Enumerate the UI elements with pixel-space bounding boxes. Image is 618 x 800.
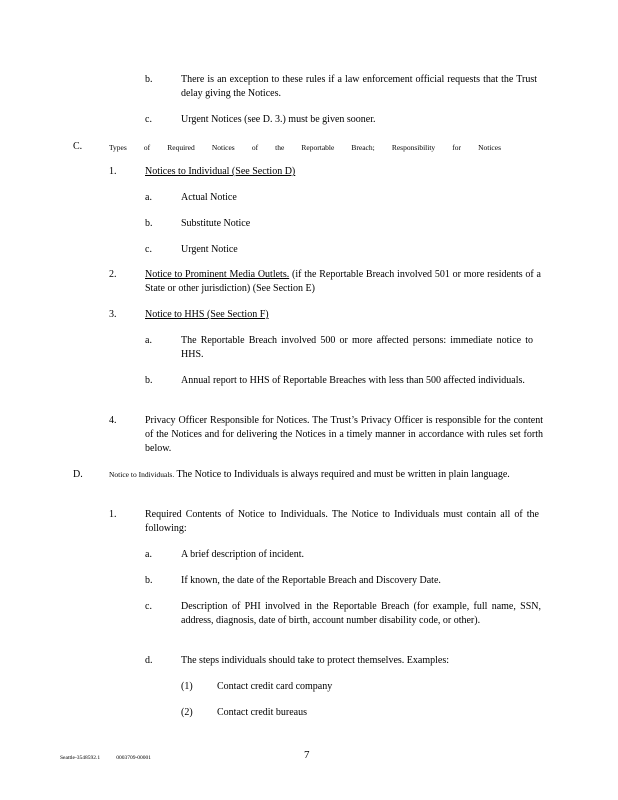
- section-d-text: The Notice to Individuals is always required and must be written in plain language.: [174, 469, 510, 480]
- example-1-marker: (1): [181, 681, 193, 692]
- c1b-text: Substitute Notice: [181, 218, 251, 229]
- c2-underlined: Notice to Prominent Media Outlets.: [145, 269, 290, 280]
- exception-paragraph: There is an exception to these rules if a law enforcement official requests that the Trust delay giving the Notices.: [181, 74, 537, 99]
- c4-text: Privacy Officer Responsible for Notices. The Trust’s Privacy Officer is responsible for the content of the Notices and for delivering the Notices in a timely manner in accordance with rules set forth below.: [145, 415, 543, 454]
- d1b-marker: b.: [145, 575, 153, 586]
- c3a-marker: a.: [145, 335, 152, 346]
- c3-text: Notice to HHS (See Section F): [145, 309, 269, 320]
- example-1-text: Contact credit card company: [217, 681, 333, 692]
- d1b-text: If known, the date of the Reportable Breach and Discovery Date.: [181, 575, 441, 586]
- example-2-marker: (2): [181, 707, 193, 718]
- c2-paragraph: [145, 268, 541, 296]
- c1a-text: Actual Notice: [181, 192, 237, 203]
- d1a-text: A brief description of incident.: [181, 549, 305, 560]
- item-marker-c: c.: [145, 114, 152, 125]
- c3b-text: Annual report to HHS of Reportable Breaches with less than 500 affected individuals.: [181, 375, 525, 386]
- c1-marker: 1.: [109, 166, 117, 177]
- footer-client-id: 0003709-00001: [116, 755, 152, 761]
- c3-marker: 3.: [109, 309, 117, 320]
- page-number: 7: [304, 749, 310, 761]
- section-c-heading: Types of Required Notices of the Reportable Breach; Responsibility for Notices: [109, 143, 501, 152]
- d1-marker: 1.: [109, 509, 117, 520]
- c1b-marker: b.: [145, 218, 153, 229]
- c2-text: (if the Reportable Breach involved 501 or more residents of a State or other jurisdiction) (See Section E): [145, 269, 541, 294]
- c1c-text: Urgent Notice: [181, 244, 238, 255]
- section-d-paragraph: [109, 468, 541, 482]
- section-c-marker: C.: [73, 141, 83, 152]
- example-2-text: Contact credit bureaus: [217, 707, 307, 718]
- d1d-text: The steps individuals should take to protect themselves. Examples:: [181, 655, 450, 666]
- c1-text: Notices to Individual (See Section D): [145, 166, 296, 177]
- d1a-marker: a.: [145, 549, 152, 560]
- d1c-text: Description of PHI involved in the Reportable Breach (for example, full name, SSN, address, diagnosis, date of birth, account number disability code, or other).: [181, 601, 541, 626]
- c3a-text: The Reportable Breach involved 500 or more affected persons: immediate notice to HHS.: [181, 335, 533, 360]
- c1c-marker: c.: [145, 244, 152, 255]
- section-d-marker: D.: [73, 469, 83, 480]
- item-marker-b: b.: [145, 74, 153, 85]
- d1c-marker: c.: [145, 601, 152, 612]
- c1a-marker: a.: [145, 192, 152, 203]
- c3b-marker: b.: [145, 375, 153, 386]
- urgent-paragraph: Urgent Notices (see D. 3.) must be given sooner.: [181, 114, 376, 125]
- section-d-heading: Notice to Individuals.: [109, 470, 175, 479]
- c2-marker: 2.: [109, 269, 117, 280]
- footer-doc-ids: [60, 754, 151, 762]
- d1d-marker: d.: [145, 655, 153, 666]
- d1-text: Required Contents of Notice to Individuals. The Notice to Individuals must contain all of the following:: [145, 509, 539, 534]
- c4-marker: 4.: [109, 415, 117, 426]
- footer-doc-id: Seattle-3548592.1: [60, 755, 101, 761]
